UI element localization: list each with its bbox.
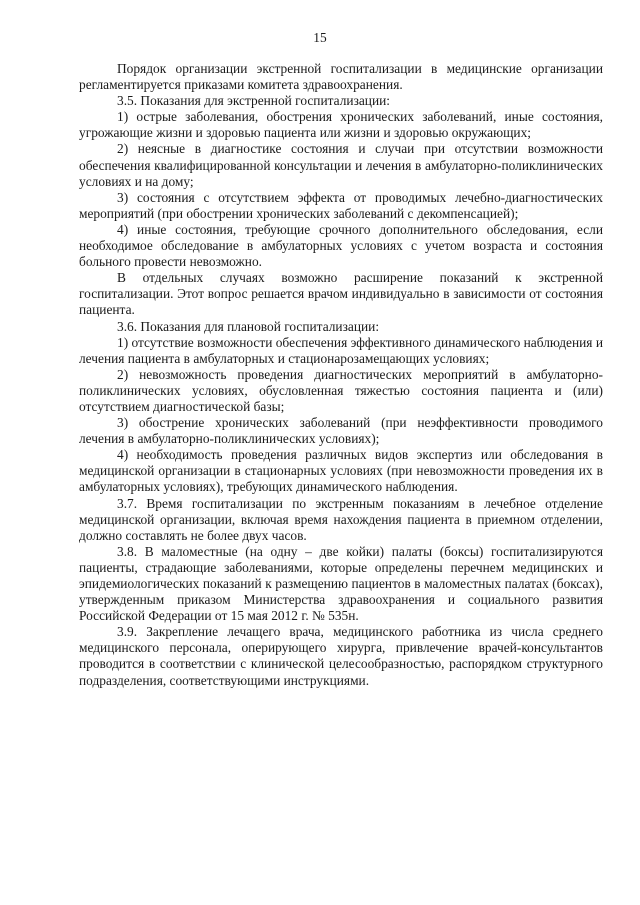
list-item-3-6-3: 3) обострение хронических заболеваний (при неэффективности проводимого лечения в амбулаторно-поликлинических условиях); [79, 415, 603, 447]
section-3-7: 3.7. Время госпитализации по экстренным показаниям в лечебное отделение медицинской организации, включая время нахождения пациента в приемном отделении, должно составлять не более двух часов. [79, 495, 603, 543]
list-item-3-6-1: 1) отсутствие возможности обеспечения эффективного динамического наблюдения и лечения пациента в амбулаторных и стационарозамещающих условиях; [79, 334, 603, 366]
document-body [79, 61, 603, 689]
list-item-3-5-2: 2) неясные в диагностике состояния и случаи при отсутствии возможности обеспечения квалифицированной консультации и лечения в амбулаторно-поликлинических условиях и на дому; [79, 141, 603, 189]
list-item-3-5-4: 4) иные состояния, требующие срочного дополнительного обследования, если необходимое обследование в амбулаторных условиях с учетом возраста и состояния больного провести невозможно. [79, 221, 603, 270]
paragraph-extension-note: В отдельных случаях возможно расширение показаний к экстренной госпитализации. Этот вопрос решается врачом индивидуально в зависимости от состояния пациента. [79, 270, 603, 318]
section-3-6-heading: 3.6. Показания для плановой госпитализации: [117, 318, 380, 334]
list-item-3-6-4: 4) необходимость проведения различных видов экспертиз или обследования в медицинской организации в стационарных условиях (при невозможности проведения их в амбулаторных условиях), требующих динамического наблюдения. [79, 447, 603, 495]
paragraph-intro: Порядок организации экстренной госпитализации в медицинские организации регламентируется приказами комитета здравоохранения. [79, 61, 603, 93]
list-item-3-5-1: 1) острые заболевания, обострения хронических заболеваний, иные состояния, угрожающие жизни и здоровью пациента или жизни и здоровью окружающих; [79, 109, 603, 141]
list-item-3-6-2: 2) невозможность проведения диагностических мероприятий в амбулаторно-поликлинических условиях, обусловленная тяжестью состояния пациента и (или) отсутствием диагностической базы; [79, 366, 603, 414]
section-3-5-heading: 3.5. Показания для экстренной госпитализации: [117, 93, 391, 109]
section-3-8: 3.8. В маломестные (на одну – две койки) палаты (боксы) госпитализируются пациенты, страдающие заболеваниями, которые определены перечнем медицинских и эпидемиологических показаний к размещению пациентов в маломестных палатах (боксах), утвержденным приказом Министерства здравоохранения и социального развития Российской Федерации от 15 мая 2012 г. № 535н. [79, 543, 603, 624]
page-number: 15 [313, 30, 327, 45]
section-3-9: 3.9. Закрепление лечащего врача, медицинского работника из числа среднего медицинского персонала, оперирующего хирурга, привлечение врачей-консультантов проводится в соответствии с клинической целесообразностью, распорядком структурного подразделения, соответствующими инструкциями. [79, 624, 603, 688]
list-item-3-5-3: 3) состояния с отсутствием эффекта от проводимых лечебно-диагностических мероприятий (при обострении хронических заболеваний с декомпенсацией); [79, 189, 603, 221]
